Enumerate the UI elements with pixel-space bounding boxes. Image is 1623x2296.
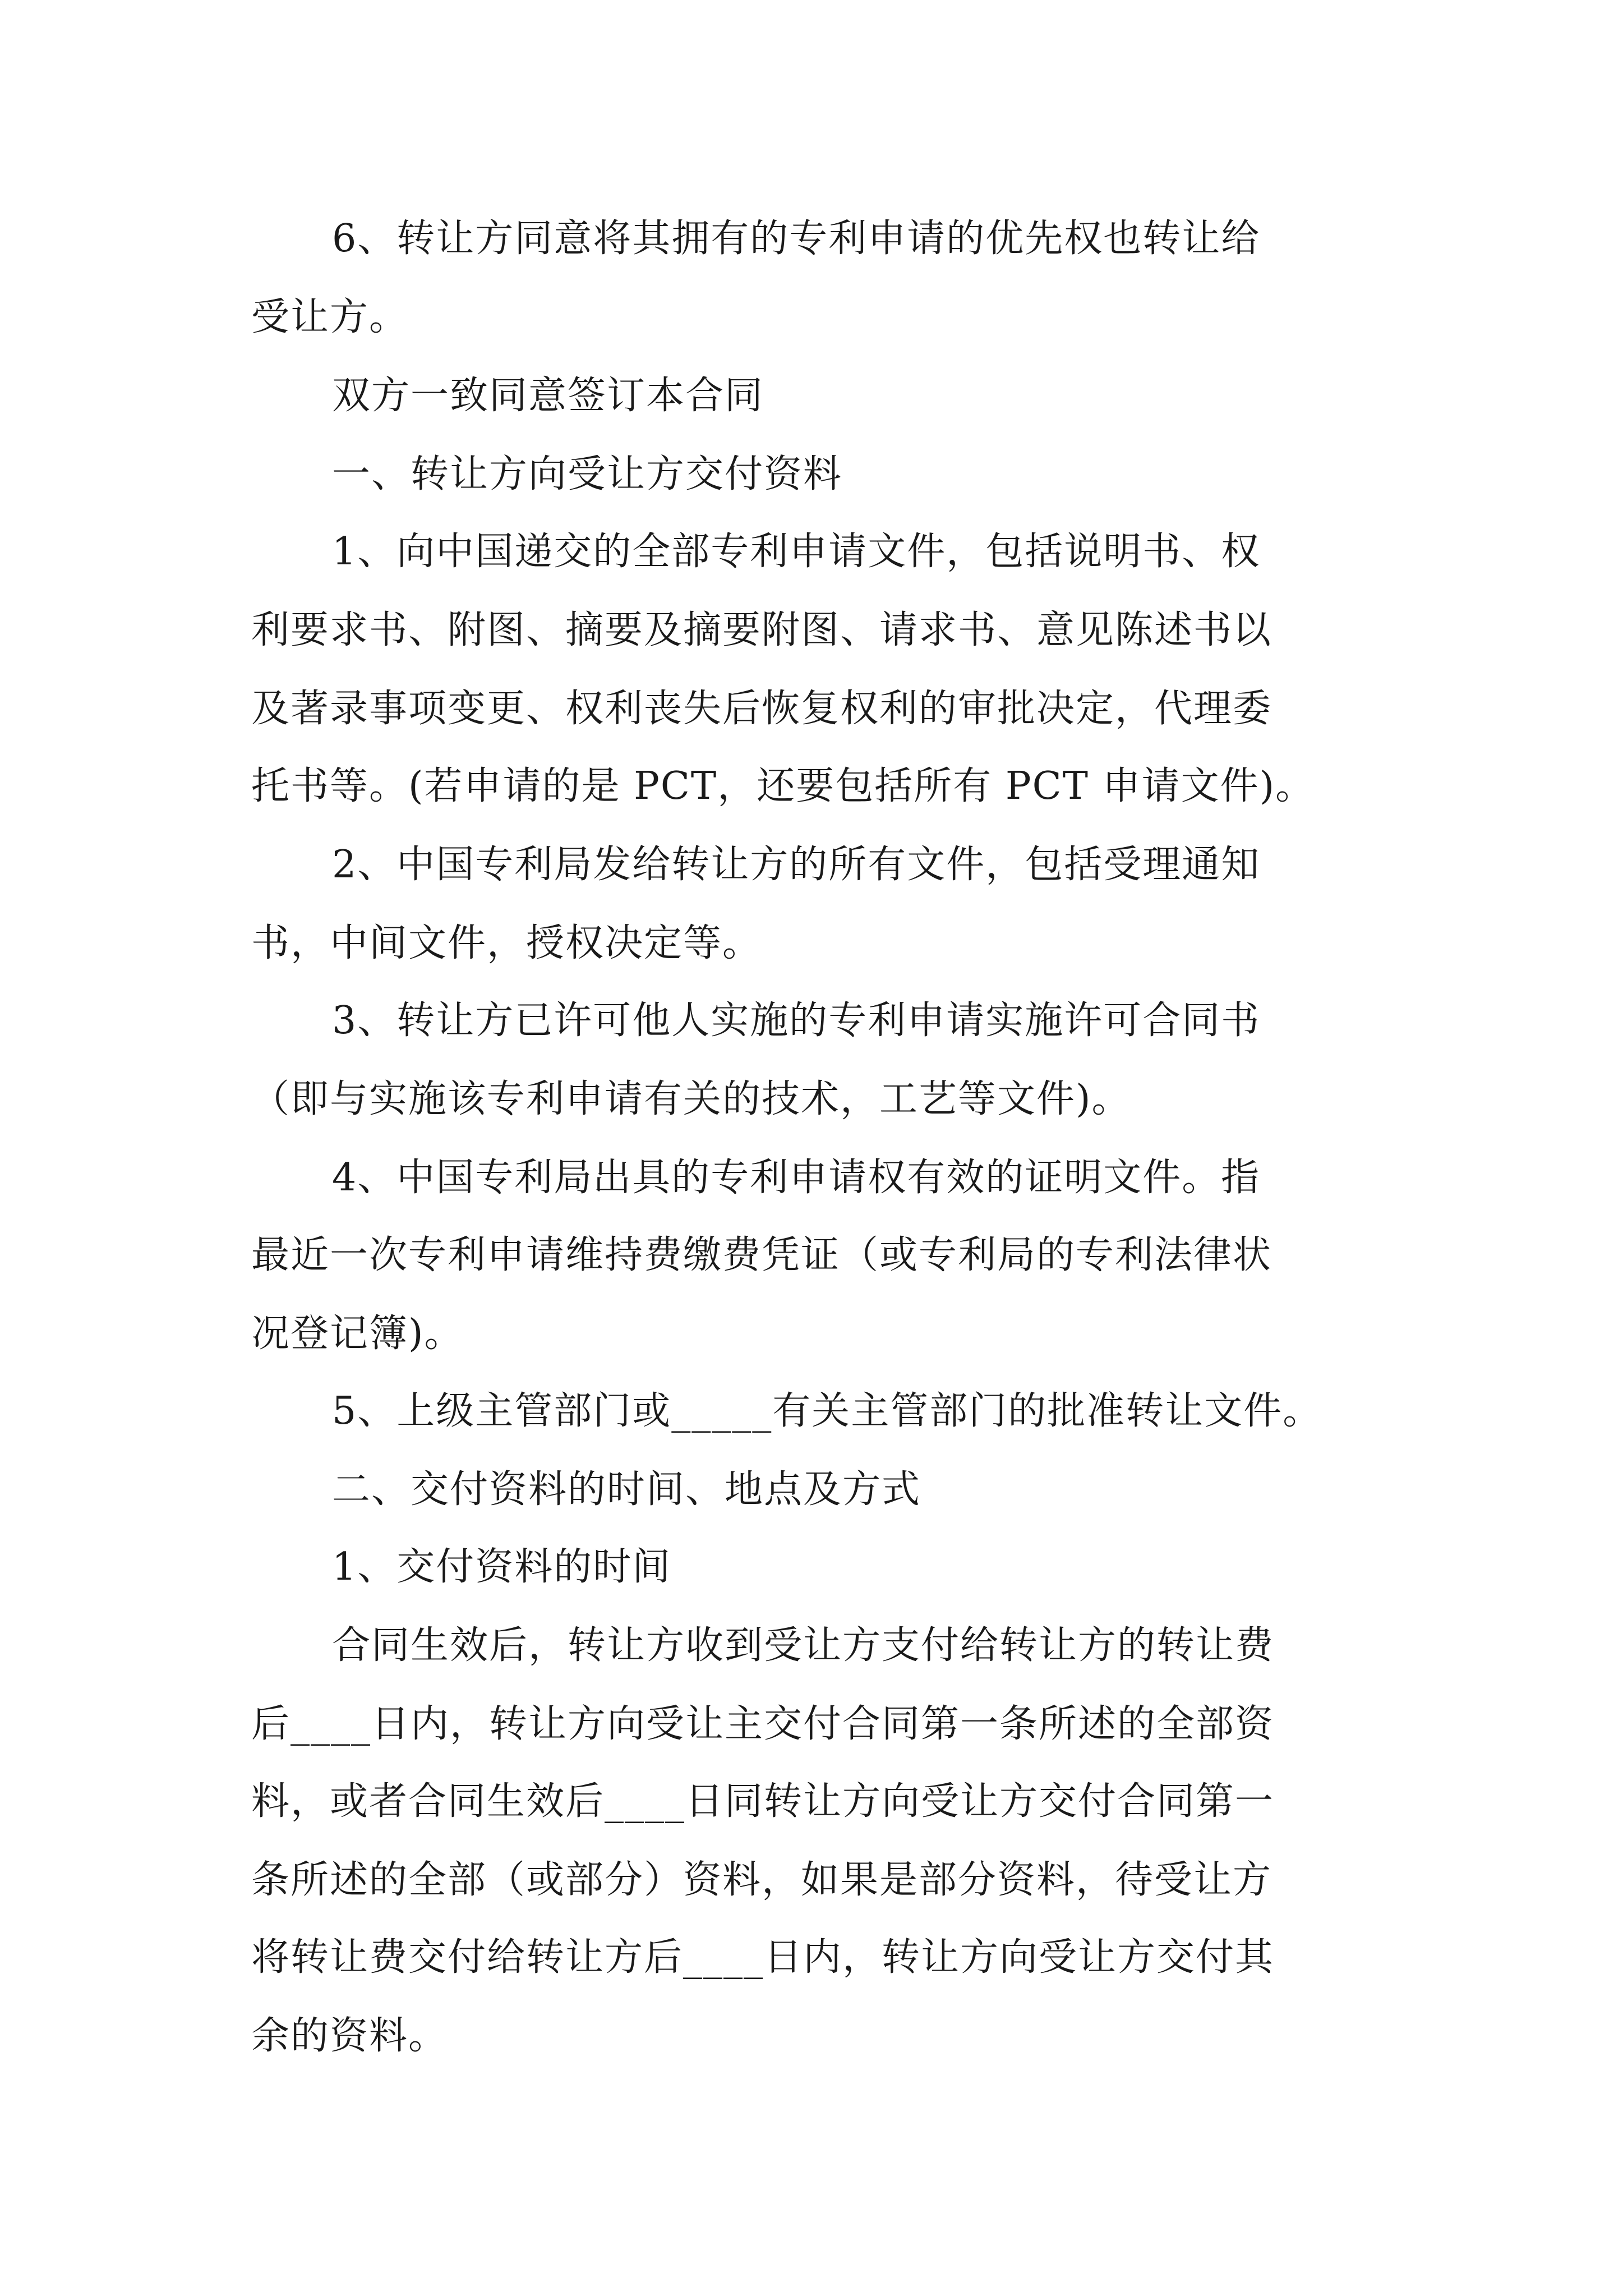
item-4-line-2: 最近一次专利申请维持费缴费凭证（或专利局的专利法律状	[251, 1233, 1272, 1277]
item-2-line-2: 书，中间文件，授权决定等。	[251, 921, 762, 965]
item-2-line-1: 2、中国专利局发给转让方的所有文件，包括受理通知	[332, 843, 1261, 887]
item-3-line-2: （即与实施该专利申请有关的技术，工艺等文件)。	[251, 1077, 1131, 1121]
paragraph-6-line-2: 受让方。	[251, 295, 409, 339]
delivery-paragraph-line-1: 合同生效后，转让方收到受让方支付给转让方的转让费	[332, 1623, 1275, 1668]
item-1-line-1: 1、向中国递交的全部专利申请文件，包括说明书、权	[332, 530, 1261, 574]
delivery-paragraph-line-5: 将转让费交付给转让方后____日内，转让方向受让方交付其	[251, 1935, 1275, 1980]
delivery-paragraph-line-6: 余的资料。	[251, 2014, 448, 2058]
section-1-heading: 一、转让方向受让方交付资料	[332, 452, 843, 496]
item-4-line-3: 况登记簿)。	[251, 1312, 464, 1356]
delivery-paragraph-line-3: 料，或者合同生效后____日同转让方向受让方交付合同第一	[251, 1779, 1275, 1824]
item-1-line-2: 利要求书、附图、摘要及摘要附图、请求书、意见陈述书以	[251, 608, 1272, 652]
item-1-line-3: 及著录事项变更、权利丧失后恢复权利的审批决定，代理委	[251, 687, 1272, 731]
agreement-statement: 双方一致同意签订本合同	[332, 374, 764, 418]
paragraph-6-line-1: 6、转让方同意将其拥有的专利申请的优先权也转让给	[332, 217, 1261, 261]
delivery-paragraph-line-2: 后____日内，转让方向受让主交付合同第一条所述的全部资	[251, 1702, 1275, 1746]
item-3-line-1: 3、转让方已许可他人实施的专利申请实施许可合同书	[332, 999, 1261, 1043]
item-4-line-1: 4、中国专利局出具的专利申请权有效的证明文件。指	[332, 1156, 1261, 1200]
item-1-line-4: 托书等。(若申请的是 PCT，还要包括所有 PCT 申请文件)。	[251, 764, 1315, 808]
subsection-1-heading: 1、交付资料的时间	[332, 1545, 672, 1589]
delivery-paragraph-line-4: 条所述的全部（或部分）资料，如果是部分资料，待受让方	[251, 1858, 1272, 1902]
section-2-heading: 二、交付资料的时间、地点及方式	[332, 1467, 921, 1512]
item-5-line-1: 5、上级主管部门或_____有关主管部门的批准转让文件。	[332, 1389, 1322, 1433]
